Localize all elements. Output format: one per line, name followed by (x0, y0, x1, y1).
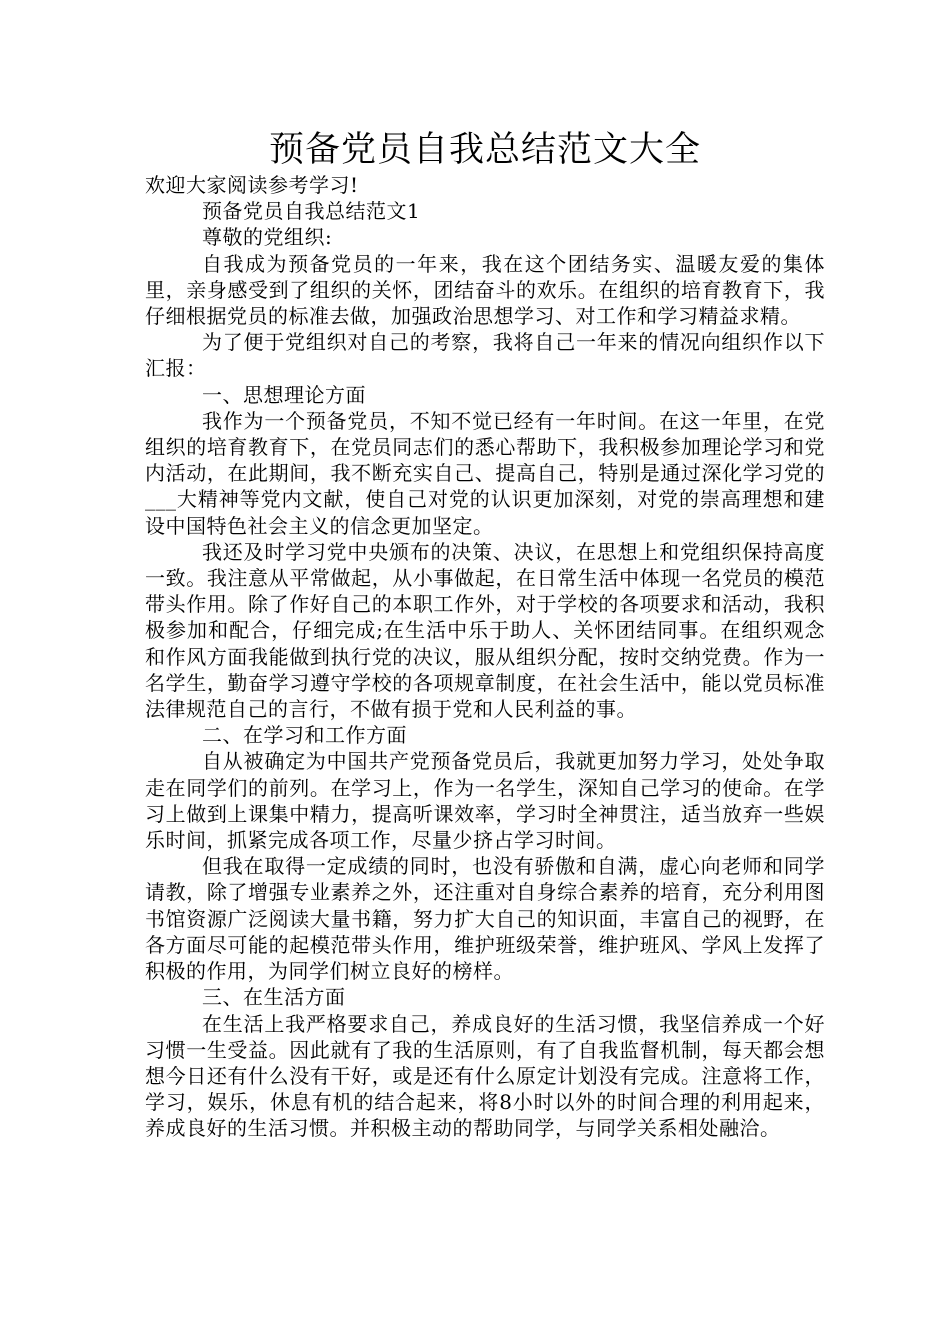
document-title: 预备党员自我总结范文大全 (268, 130, 701, 170)
intro-line: 欢迎大家阅读参考学习! (145, 173, 359, 197)
subtitle-line: 预备党员自我总结范文1 (202, 199, 421, 224)
body-paragraph: 但我在取得一定成绩的同时，也没有骄傲和自满，虚心向老师和同学请教，除了增强专业素养之外，还注重对自身综合素养的培育，充分利用图书馆资源广泛阅读大量书籍，努力扩大自己的知识面，丰富自己的视野，在各方面尽可能的起模范带头作用，维护班级荣誉，维护班风、学风上发挥了积极的作用，为同学们树立良好的榜样。 (145, 854, 825, 984)
body-paragraph: 自从被确定为中国共产党预备党员后，我就更加努力学习，处处争取走在同学们的前列。在学习上，作为一名学生，深知自己学习的使命。在学习上做到上课集中精力，提高听课效率，学习时全神贯注，适当放弃一些娱乐时间，抓紧完成各项工作，尽量少挤占学习时间。 (145, 749, 825, 853)
salutation-line: 尊敬的党组织: (202, 225, 333, 250)
section-heading: 三、在生活方面 (202, 985, 346, 1010)
document-body (145, 172, 825, 1142)
body-paragraph: 我作为一个预备党员，不知不觉已经有一年时间。在这一年里，在党组织的培育教育下，在党员同志们的悉心帮助下，我积极参加理论学习和党内活动，在此期间，我不断充实自己、提高自己，特别是通过深化学习党的___大精神等党内文献，使自己对党的认识更加深刻，对党的崇高理想和建设中国特色社会主义的信念更加坚定。 (145, 408, 825, 538)
document-page (145, 128, 825, 1142)
body-paragraph: 自我成为预备党员的一年来，我在这个团结务实、温暖友爱的集体里，亲身感受到了组织的关怀，团结奋斗的欢乐。在组织的培育教育下，我仔细根据党员的标准去做，加强政治思想学习、对工作和学习精益求精。 (145, 251, 825, 329)
body-paragraph: 在生活上我严格要求自己，养成良好的生活习惯，我坚信养成一个好习惯一生受益。因此就有了我的生活原则，有了自我监督机制，每天都会想想今日还有什么没有干好，或是还有什么原定计划没有完成。注意将工作，学习，娱乐，休息有机的结合起来，将8小时以外的时间合理的利用起来，养成良好的生活习惯。并积极主动的帮助同学，与同学关系相处融洽。 (145, 1011, 825, 1141)
section-heading: 二、在学习和工作方面 (202, 723, 407, 748)
body-paragraph: 为了便于党组织对自己的考察，我将自己一年来的情况向组织作以下汇报： (145, 330, 825, 381)
section-heading: 一、思想理论方面 (202, 382, 366, 407)
body-paragraph: 我还及时学习党中央颁布的决策、决议，在思想上和党组织保持高度一致。我注意从平常做起，从小事做起，在日常生活中体现一名党员的模范带头作用。除了作好自己的本职工作外，对于学校的各项要求和活动，我积极参加和配合，仔细完成;在生活中乐于助人、关怀团结同事。在组织观念和作风方面我能做到执行党的决议，服从组织分配，按时交纳党费。作为一名学生，勤奋学习遵守学校的各项规章制度，在社会生活中，能以党员标准法律规范自己的言行，不做有损于党和人民利益的事。 (145, 539, 825, 722)
